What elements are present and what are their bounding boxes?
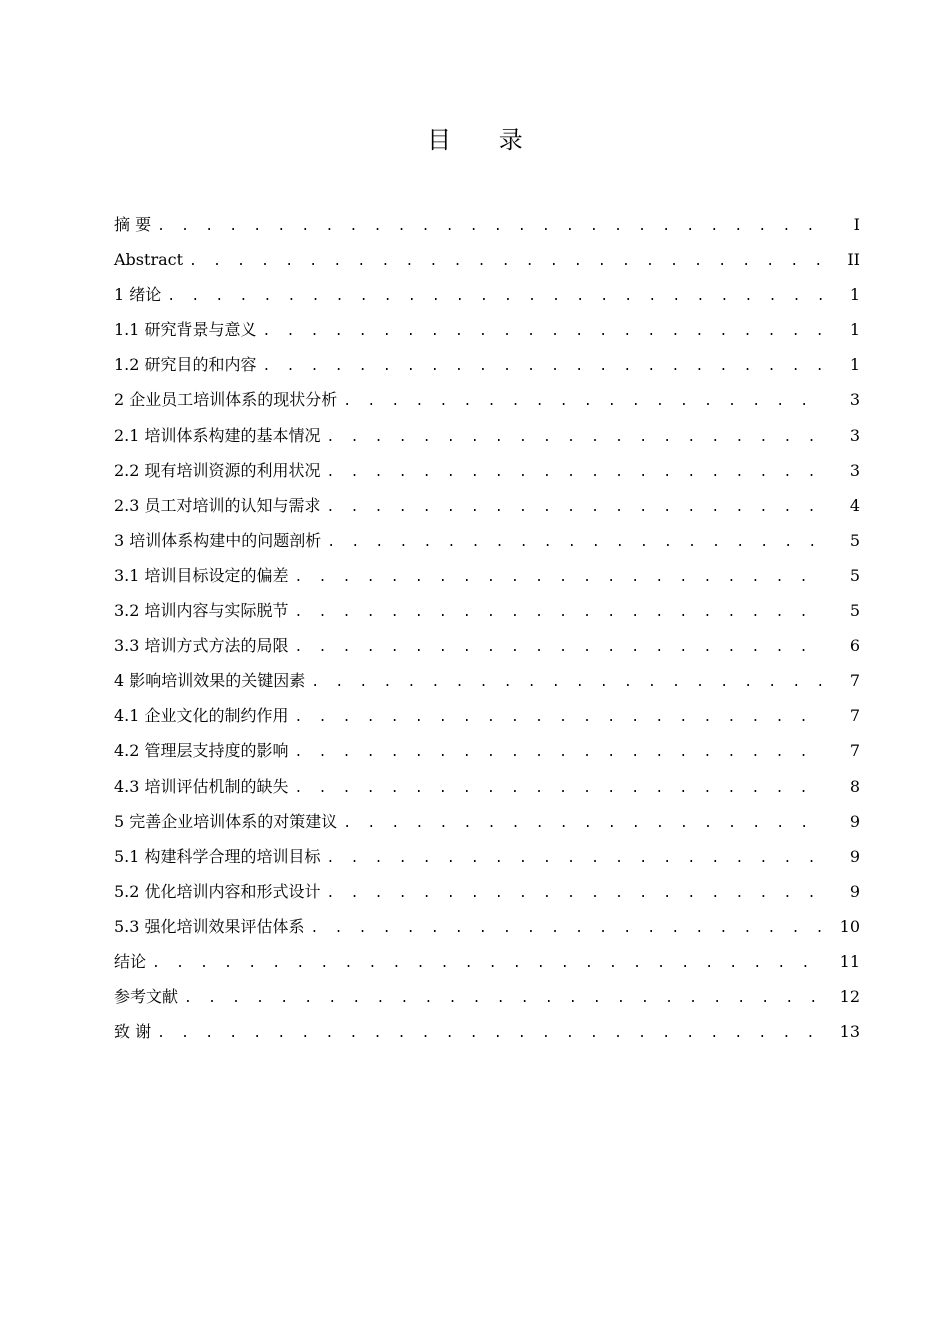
- toc-entry-label: 摘 要: [114, 215, 152, 234]
- toc-dot-leader: [311, 665, 826, 700]
- toc-entry[interactable]: [114, 382, 860, 417]
- toc-entry-label: 2.1 培训体系构建的基本情况: [114, 425, 321, 445]
- toc-entry[interactable]: [114, 593, 860, 628]
- toc-entry[interactable]: [114, 523, 860, 558]
- toc-entry-page: 7: [849, 741, 860, 761]
- toc-entry[interactable]: [114, 558, 860, 593]
- toc-dot-leader: [157, 1016, 826, 1051]
- toc-entry-label: 参考文献: [114, 987, 179, 1007]
- toc-entry-page: 1: [849, 355, 860, 375]
- toc-entry-label: 结论: [114, 951, 147, 971]
- toc-dot-leader: [327, 525, 826, 560]
- toc-entry-label: 3 培训体系构建中的问题剖析: [114, 530, 322, 550]
- toc-entry-page: I: [853, 215, 860, 234]
- toc-entry-label: 1.1 研究背景与意义: [114, 320, 257, 340]
- toc-dot-leader: [295, 630, 826, 665]
- toc-dot-leader: [295, 560, 826, 595]
- toc-entry-label: Abstract: [114, 250, 184, 270]
- toc-dot-leader: [295, 595, 826, 630]
- toc-entry-page: 3: [849, 390, 860, 410]
- toc-entry-page: 8: [849, 776, 860, 796]
- toc-entry-label: 4.1 企业文化的制约作用: [114, 706, 289, 726]
- toc-entry-label: 2 企业员工培训体系的现状分析: [114, 390, 338, 410]
- toc-dot-leader: [295, 700, 826, 735]
- toc-dot-leader: [263, 349, 826, 384]
- toc-entry-label: 3.3 培训方式方法的局限: [114, 636, 289, 656]
- toc-entry[interactable]: [114, 207, 860, 242]
- toc-entry[interactable]: [114, 312, 860, 347]
- toc-entry-label: 5 完善企业培训体系的对策建议: [114, 811, 338, 831]
- toc-entry-label: 2.3 员工对培训的认知与需求: [114, 495, 321, 515]
- toc-entry[interactable]: [114, 769, 860, 804]
- toc-entry-page: 11: [839, 951, 860, 971]
- toc-entry-page: 9: [849, 811, 860, 831]
- toc-dot-leader: [295, 771, 826, 806]
- toc-entry-page: 1: [849, 285, 860, 305]
- toc-entry-page: 9: [849, 846, 860, 866]
- toc-entry-label: 5.2 优化培训内容和形式设计: [114, 881, 321, 901]
- toc-entry-label: 1.2 研究目的和内容: [114, 355, 257, 375]
- toc-entry-label: 2.2 现有培训资源的利用状况: [114, 460, 321, 480]
- toc-entry[interactable]: [114, 663, 860, 698]
- toc-entry[interactable]: [114, 347, 860, 382]
- toc-entry-label: 4.2 管理层支持度的影响: [114, 741, 289, 761]
- toc-list: [114, 207, 860, 1049]
- toc-dot-leader: [311, 911, 826, 946]
- toc-entry[interactable]: [114, 979, 860, 1014]
- toc-entry-label: 4.3 培训评估机制的缺失: [114, 776, 289, 796]
- toc-entry-label: 3.1 培训目标设定的偏差: [114, 565, 289, 585]
- toc-dot-leader: [263, 314, 826, 349]
- toc-entry[interactable]: [114, 628, 860, 663]
- toc-entry-page: 3: [849, 425, 860, 445]
- toc-dot-leader: [343, 806, 826, 841]
- toc-entry[interactable]: [114, 1014, 860, 1049]
- toc-entry-page: 5: [849, 565, 860, 585]
- toc-entry-page: II: [847, 250, 860, 270]
- toc-dot-leader: [327, 876, 826, 911]
- toc-entry-label: 致 谢: [114, 1022, 152, 1042]
- toc-entry-page: 9: [849, 881, 860, 901]
- toc-entry-page: 6: [849, 636, 860, 656]
- toc-entry-page: 4: [849, 495, 860, 515]
- toc-entry-page: 12: [839, 987, 860, 1007]
- toc-entry[interactable]: [114, 944, 860, 979]
- toc-title: 目 录: [427, 126, 543, 154]
- toc-entry[interactable]: [114, 698, 860, 733]
- toc-dot-leader: [327, 420, 826, 455]
- toc-dot-leader: [327, 490, 826, 525]
- toc-entry-label: 5.1 构建科学合理的培训目标: [114, 846, 321, 866]
- toc-dot-leader: [189, 244, 826, 279]
- toc-entry-page: 7: [849, 671, 860, 691]
- toc-entry-label: 1 绪论: [114, 285, 162, 305]
- toc-entry[interactable]: [114, 488, 860, 523]
- toc-dot-leader: [167, 279, 826, 314]
- toc-entry-page: 5: [849, 530, 860, 550]
- toc-entry-page: 5: [849, 601, 860, 621]
- toc-entry[interactable]: [114, 242, 860, 277]
- toc-entry-label: 3.2 培训内容与实际脱节: [114, 601, 289, 621]
- toc-dot-leader: [184, 981, 826, 1016]
- toc-dot-leader: [295, 735, 826, 770]
- toc-entry[interactable]: [114, 277, 860, 312]
- toc-entry[interactable]: [114, 874, 860, 909]
- toc-dot-leader: [157, 209, 826, 244]
- toc-entry-label: 4 影响培训效果的关键因素: [114, 671, 306, 691]
- toc-entry-page: 7: [849, 706, 860, 726]
- toc-entry[interactable]: [114, 909, 860, 944]
- toc-dot-leader: [152, 946, 826, 981]
- toc-entry-page: 3: [849, 460, 860, 480]
- toc-entry-page: 10: [839, 916, 860, 936]
- toc-dot-leader: [343, 384, 826, 419]
- toc-entry[interactable]: [114, 733, 860, 768]
- toc-entry-page: 1: [849, 320, 860, 340]
- toc-entry[interactable]: [114, 804, 860, 839]
- toc-entry[interactable]: [114, 453, 860, 488]
- toc-entry[interactable]: [114, 418, 860, 453]
- toc-entry[interactable]: [114, 839, 860, 874]
- toc-entry-page: 13: [839, 1022, 860, 1042]
- toc-entry-label: 5.3 强化培训效果评估体系: [114, 916, 305, 936]
- toc-dot-leader: [327, 455, 826, 490]
- toc-dot-leader: [327, 841, 826, 876]
